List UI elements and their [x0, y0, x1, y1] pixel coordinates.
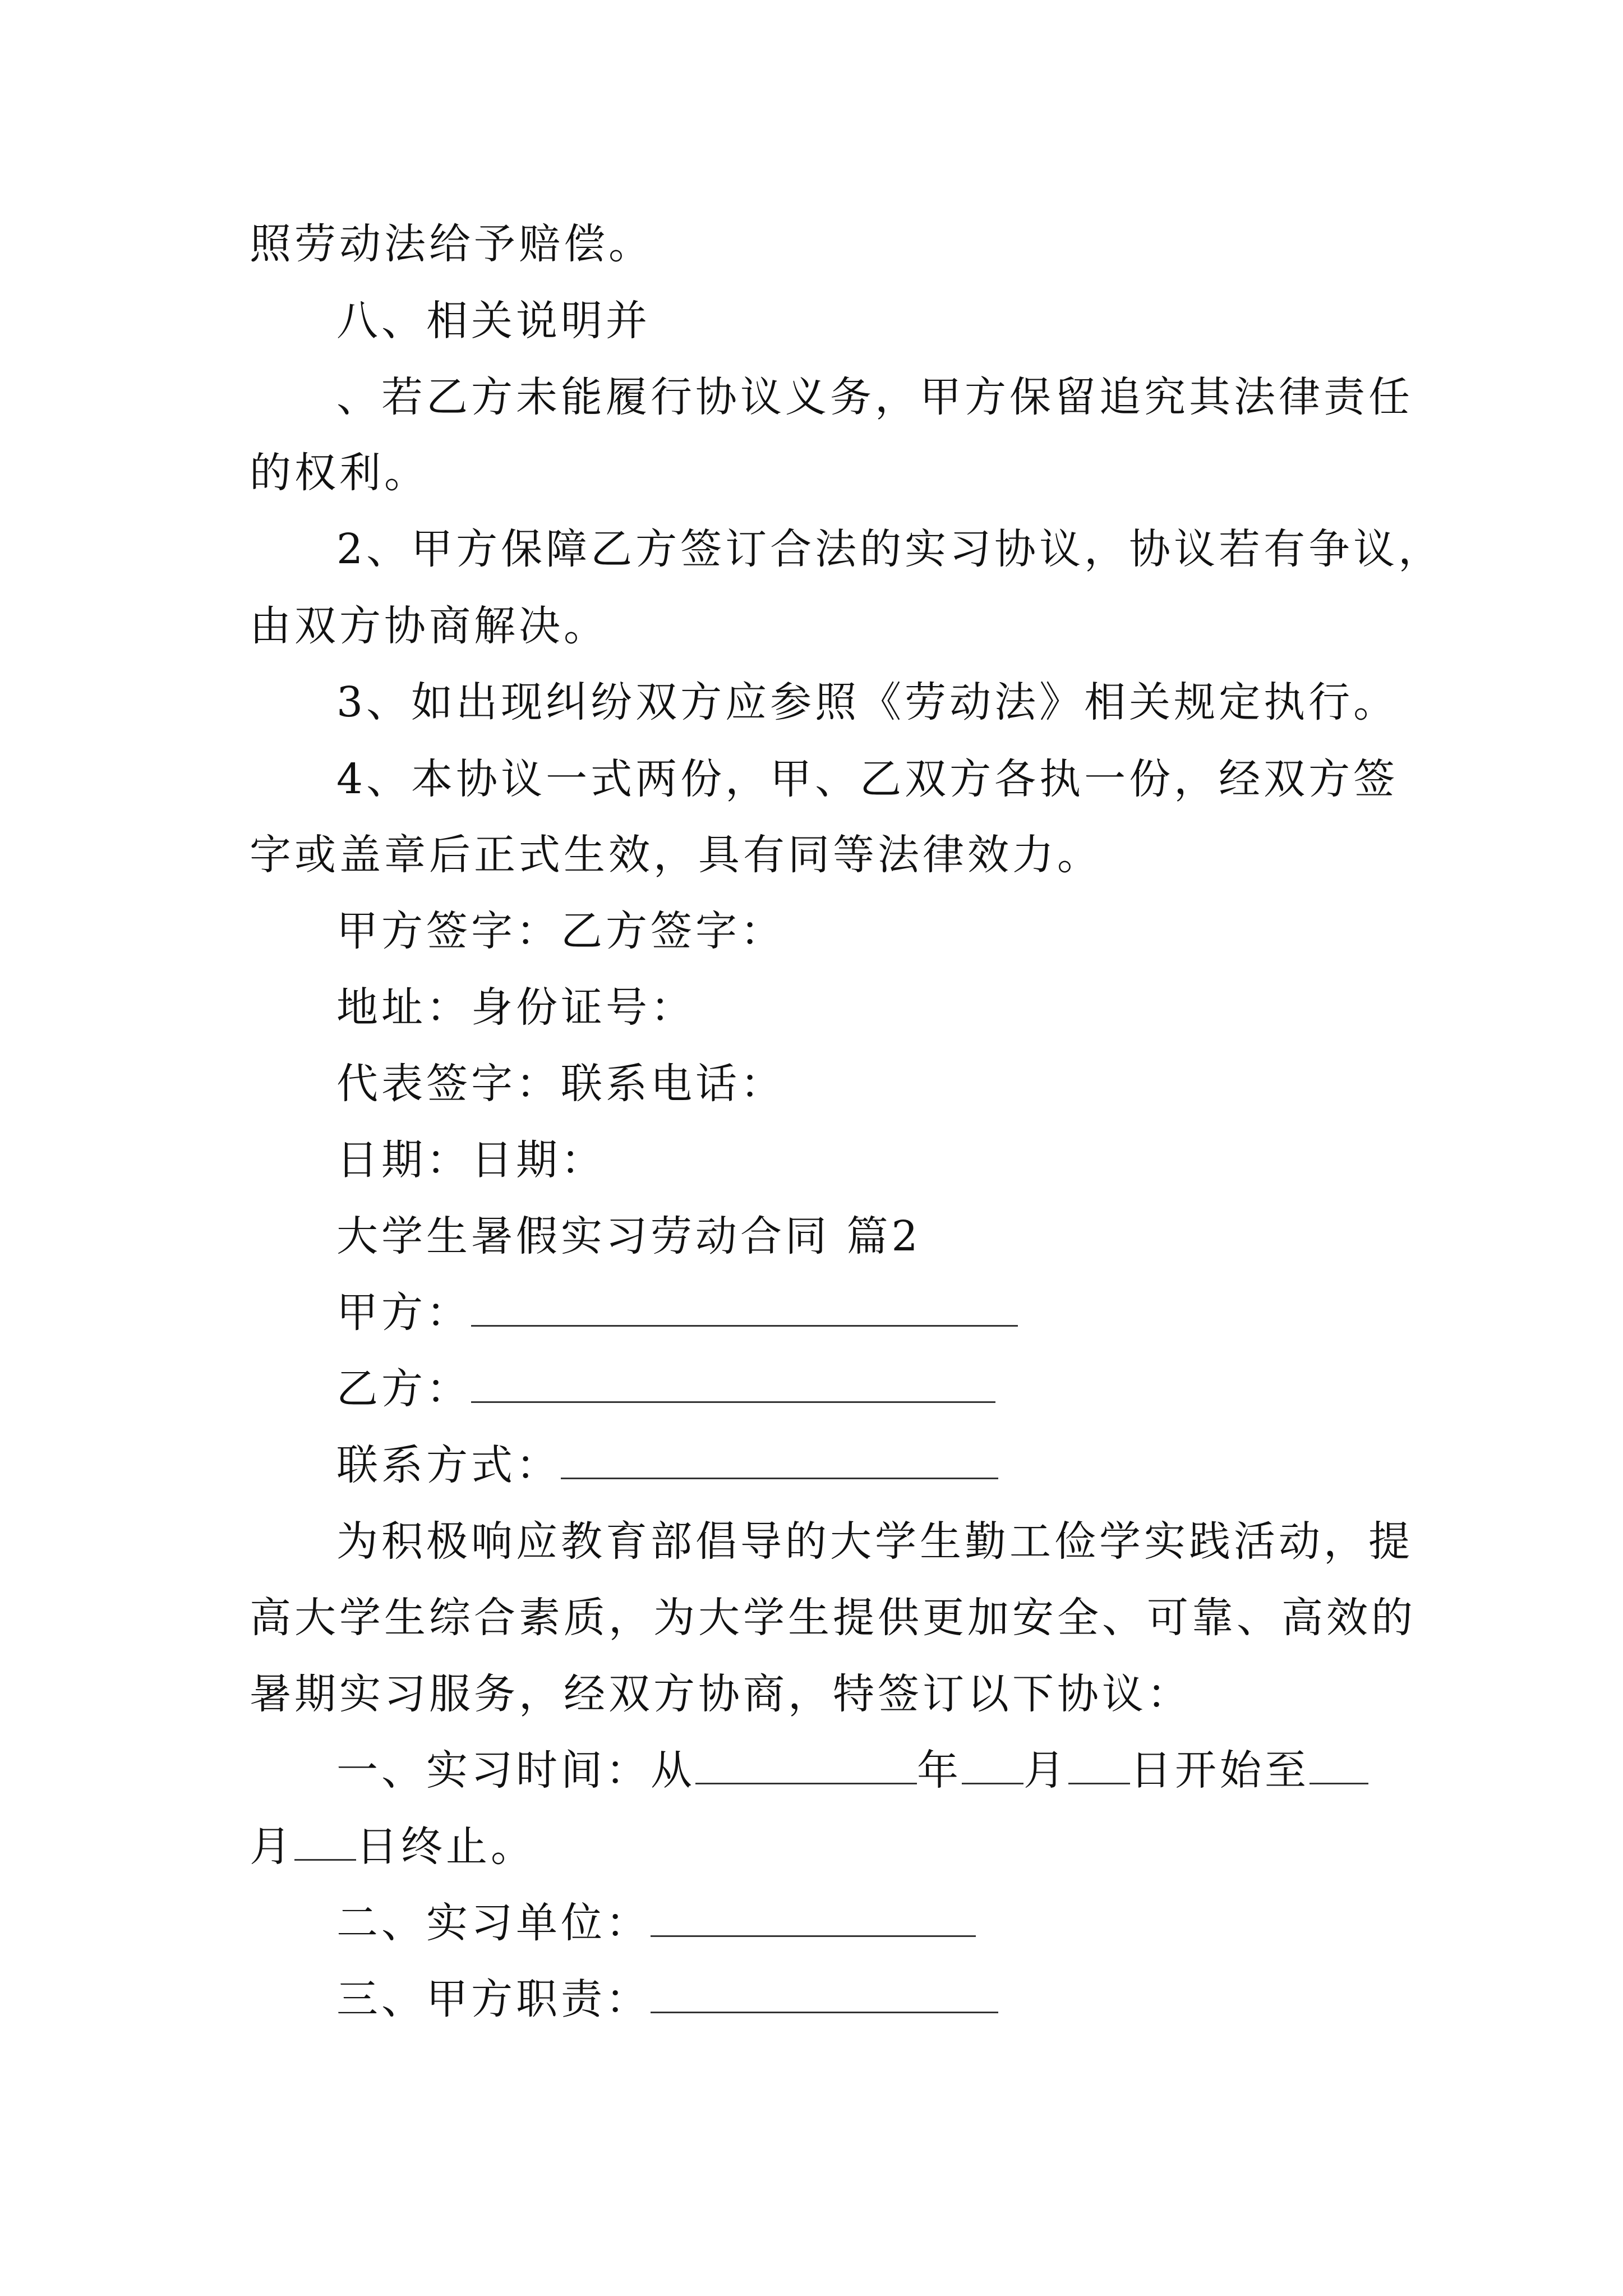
- start-to-label: 日开始至: [1130, 1746, 1310, 1795]
- signature-line: 甲方签字：乙方签字：: [336, 907, 785, 955]
- internship-unit-label: 二、实习单位：: [336, 1899, 651, 1947]
- party-a-duties-blank: [651, 1972, 998, 2013]
- party-a-blank: [471, 1286, 1018, 1327]
- paragraph-line: 4、本协议一式两份，甲、乙双方各执一份，经双方签: [336, 755, 1399, 803]
- party-a-duties-label: 三、甲方职责：: [336, 1975, 651, 2023]
- end-month-label: 月: [250, 1823, 294, 1871]
- contact-row: [336, 1437, 998, 1493]
- end-label: 日终止。: [356, 1823, 536, 1871]
- paragraph-line: 由双方协商解决。: [250, 602, 608, 650]
- paragraph-line: 高大学生综合素质，为大学生提供更加安全、可靠、高效的: [250, 1594, 1416, 1642]
- end-month-blank-a: [1310, 1743, 1368, 1784]
- party-b-label: 乙方：: [336, 1365, 471, 1413]
- section-heading: 八、相关说明并: [336, 297, 651, 345]
- contact-label: 联系方式：: [336, 1441, 561, 1489]
- party-a-duties-row: [336, 1971, 998, 2027]
- party-a-row: [336, 1285, 1018, 1341]
- paragraph-line: 字或盖章后正式生效，具有同等法律效力。: [250, 831, 1102, 879]
- internship-unit-blank: [651, 1896, 976, 1937]
- paragraph-line: 2、甲方保障乙方签订合法的实习协议，协议若有争议，: [336, 525, 1444, 573]
- end-day-blank: [294, 1820, 356, 1861]
- month-blank: [962, 1743, 1023, 1784]
- paragraph-line: 为积极响应教育部倡导的大学生勤工俭学实践活动，提: [336, 1517, 1413, 1566]
- period-from-label: 一、实习时间：从: [336, 1746, 695, 1795]
- party-b-row: [336, 1361, 995, 1417]
- year-label: 年: [917, 1746, 962, 1795]
- address-line: 地址：身份证号：: [336, 983, 695, 1032]
- paragraph-line: 3、如出现纠纷双方应参照《劳动法》相关规定执行。: [336, 678, 1399, 726]
- internship-unit-row: [336, 1895, 976, 1951]
- year-blank: [695, 1743, 917, 1784]
- contact-blank: [561, 1438, 998, 1479]
- contract-title: 大学生暑假实习劳动合同 篇2: [336, 1212, 921, 1260]
- paragraph-line: 、若乙方未能履行协议义务，甲方保留追究其法律责任: [336, 373, 1413, 421]
- representative-line: 代表签字：联系电话：: [336, 1060, 785, 1108]
- internship-period-row: [336, 1742, 1368, 1798]
- party-a-label: 甲方：: [336, 1289, 471, 1337]
- day-blank: [1068, 1743, 1130, 1784]
- paragraph-line: 暑期实习服务，经双方协商，特签订以下协议：: [250, 1670, 1192, 1718]
- date-line: 日期：日期：: [336, 1136, 606, 1184]
- party-b-blank: [471, 1362, 995, 1403]
- month-label: 月: [1023, 1746, 1068, 1795]
- paragraph-line: 照劳动法给予赔偿。: [250, 220, 653, 268]
- internship-period-end-row: [250, 1819, 536, 1875]
- paragraph-line: 的权利。: [250, 449, 429, 497]
